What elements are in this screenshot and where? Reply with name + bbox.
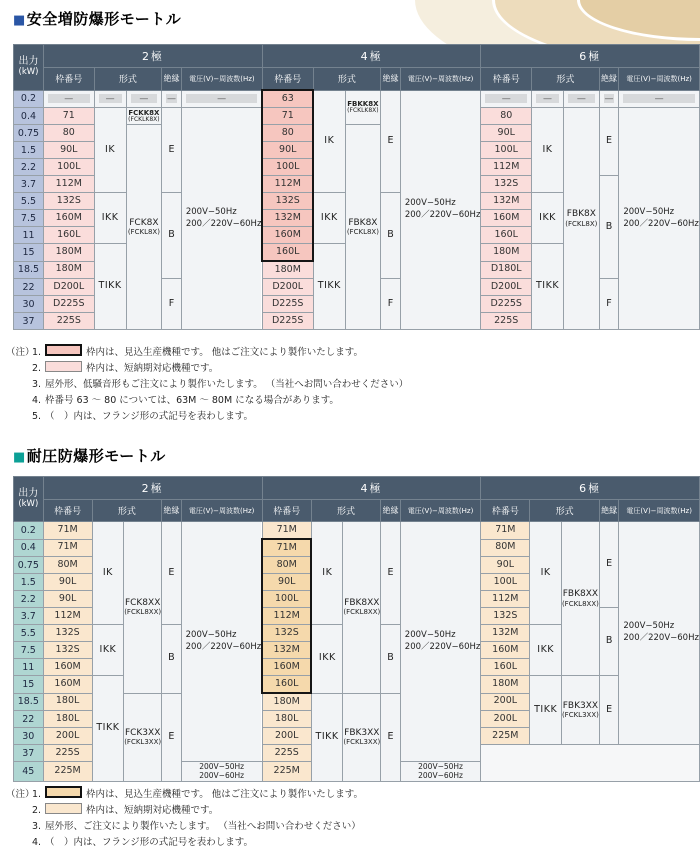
frame-cell: 225M (43, 762, 92, 782)
insulation-cell: B (599, 608, 619, 676)
insulation-cell: — (162, 90, 182, 108)
frame-cell: 180M (481, 676, 530, 694)
output-cell: 3.7 (14, 608, 44, 625)
output-cell: 22 (14, 279, 44, 296)
note-text: 枠内は、短納期対応機種です。 (86, 363, 219, 374)
frame-cell: 90L (481, 557, 530, 574)
insulation-cell: B (162, 625, 182, 694)
frame-cell: 200L (481, 693, 530, 711)
frame-header: 枠番号 (262, 68, 313, 91)
output-cell: 2.2 (14, 591, 44, 608)
table-row (14, 522, 700, 540)
output-cell: 30 (14, 728, 44, 745)
frame-cell: 90L (43, 142, 94, 159)
frame-cell: 180L (262, 711, 311, 728)
frame-cell: 112M (262, 176, 313, 193)
frame-cell: 160L (481, 227, 532, 244)
note-line (6, 344, 700, 361)
frame-cell: 71M (43, 539, 92, 557)
form-type-cell: IKK (311, 625, 343, 694)
form-model-cell: FBK8XX (FCKL8XX) (561, 522, 599, 676)
output-cell: 37 (14, 313, 44, 330)
insulation-cell: E (381, 693, 401, 781)
safety-motor-table-wrap (13, 44, 700, 330)
insulation-cell: E (381, 90, 401, 193)
form-header: 形式 (94, 68, 162, 91)
note-number: 2. (32, 363, 42, 374)
output-cell: 18.5 (14, 693, 44, 711)
frame-cell: 132S (262, 193, 313, 210)
frame-cell: 225S (262, 745, 311, 762)
section-bullet-icon: ■ (13, 450, 26, 465)
form-type-cell: IK (532, 108, 564, 193)
frame-cell: 180M (262, 261, 313, 279)
frame-cell: 132S (43, 642, 92, 659)
frame-cell: 90L (43, 591, 92, 608)
note-line (6, 409, 700, 425)
output-cell: 0.4 (14, 108, 44, 125)
frame-cell: 225S (43, 745, 92, 762)
note-number: 4. (32, 395, 42, 406)
note-number: 3. (32, 821, 42, 832)
frame-cell: 71M (481, 522, 530, 540)
frame-cell: 112M (262, 608, 311, 625)
frame-header: 枠番号 (43, 500, 92, 522)
section-title-text: 耐圧防爆形モートル (26, 447, 166, 465)
note-text: 屋外形、ご注文により製作いたします。 （当社へお問い合わせください） (45, 821, 361, 832)
output-cell: 11 (14, 227, 44, 244)
insulation-header: 絶縁 (599, 500, 619, 522)
output-cell: 0.2 (14, 522, 44, 540)
voltage-cell: 200V−50Hz 200／220V−60Hz (619, 522, 700, 745)
note-text: 枠内は、見込生産機種です。 他はご注文により製作いたします。 (86, 789, 364, 800)
insulation-cell: E (599, 522, 619, 608)
stock-swatch-icon (45, 344, 82, 356)
frame-cell: 160M (481, 210, 532, 227)
frame-cell: 112M (481, 591, 530, 608)
frame-header: 枠番号 (43, 68, 94, 91)
frame-cell: 80M (481, 539, 530, 557)
section-bullet-icon: ■ (13, 13, 26, 28)
note-number: 2. (32, 805, 42, 816)
pole-header: 6極 (481, 45, 700, 68)
form-model-cell: FBKK8X (FCKLK8X) (345, 90, 381, 125)
frame-cell: 160M (43, 210, 94, 227)
insulation-cell: B (381, 625, 401, 694)
form-header: 形式 (92, 500, 162, 522)
voltage-header: 電圧(V)−周波数(Hz) (181, 500, 262, 522)
insulation-header: 絶縁 (599, 68, 619, 91)
frame-cell: 225M (262, 762, 311, 782)
form-type-cell: TIKK (530, 676, 562, 745)
insulation-cell: F (599, 279, 619, 330)
pole-header: 2極 (43, 477, 262, 500)
frame-cell: 160L (262, 244, 313, 262)
form-type-cell: IK (92, 522, 124, 625)
form-type-cell: TIKK (313, 244, 345, 330)
note-number: 4. (32, 837, 42, 848)
spec-table (13, 476, 700, 782)
form-model-cell: FBK3XX (FCKL3XX) (561, 676, 599, 745)
section-safety-increased-motor (6, 8, 700, 422)
frame-cell: 80 (481, 108, 532, 125)
frame-cell: 132S (481, 608, 530, 625)
form-header: 形式 (311, 500, 381, 522)
frame-cell: 160M (43, 676, 92, 694)
frame-cell: 90L (262, 574, 311, 591)
note-number: 3. (32, 379, 42, 390)
short-swatch-icon (45, 803, 82, 814)
form-model-cell: FCK8X (FCKL8X) (126, 125, 162, 330)
frame-cell: 180M (262, 693, 311, 711)
form-type-cell: TIKK (94, 244, 126, 330)
frame-cell: 112M (481, 159, 532, 176)
note-line (6, 393, 700, 409)
output-cell: 1.5 (14, 574, 44, 591)
spec-table (13, 44, 700, 330)
voltage-header: 電圧(V)−周波数(Hz) (619, 500, 700, 522)
section-flameproof-motor (6, 445, 700, 848)
form-type-cell: TIKK (532, 244, 564, 330)
note-text: 枠番号 63 ～ 80 については、63M ～ 80M になる場合があります。 (45, 395, 339, 406)
frame-cell: 160L (481, 659, 530, 676)
flameproof-motor-notes (6, 786, 700, 851)
form-model-cell: FBK3XX (FCKL3XX) (343, 693, 381, 781)
frame-cell: 71M (43, 522, 92, 540)
output-cell: 22 (14, 711, 44, 728)
output-cell: 7.5 (14, 642, 44, 659)
insulation-cell: E (162, 693, 182, 781)
section-title (13, 445, 700, 466)
voltage-header: 電圧(V)−周波数(Hz) (400, 68, 481, 91)
form-type-cell: IK (313, 90, 345, 193)
frame-cell: 180L (43, 711, 92, 728)
frame-cell: 71 (262, 108, 313, 125)
frame-cell: 132M (481, 625, 530, 642)
output-cell: 0.75 (14, 557, 44, 574)
form-type-cell: — (532, 90, 564, 108)
frame-cell: D225S (262, 313, 313, 330)
frame-cell: 132S (481, 176, 532, 193)
form-model-cell: FCK8XX (FCKL8XX) (124, 522, 162, 694)
form-type-cell: IKK (313, 193, 345, 244)
pole-header: 6極 (481, 477, 700, 500)
insulation-header: 絶縁 (162, 68, 182, 91)
output-cell: 2.2 (14, 159, 44, 176)
output-cell: 18.5 (14, 261, 44, 279)
output-cell: 45 (14, 762, 44, 782)
insulation-header: 絶縁 (381, 68, 401, 91)
frame-cell: 90L (481, 125, 532, 142)
form-header: 形式 (530, 500, 600, 522)
frame-cell: 100L (262, 159, 313, 176)
insulation-cell: B (162, 193, 182, 279)
insulation-cell: F (381, 279, 401, 330)
output-cell: 11 (14, 659, 44, 676)
output-cell: 0.4 (14, 539, 44, 557)
form-model-cell: FCKK8X (FCKLK8X) (126, 108, 162, 125)
frame-cell: D200L (262, 279, 313, 296)
notes-label: （注） (6, 347, 35, 358)
voltage-cell: 200V−50Hz 200／220V−60Hz (619, 108, 700, 330)
insulation-cell: E (381, 522, 401, 625)
voltage-cell: — (181, 90, 262, 108)
frame-header: 枠番号 (481, 500, 530, 522)
form-model-cell: FBK8X (FCKL8X) (564, 108, 600, 330)
voltage-cell: 200V−50Hz 200V−60Hz (181, 762, 262, 782)
frame-cell: 80 (262, 125, 313, 142)
frame-cell: 132S (43, 625, 92, 642)
form-type-cell: IKK (530, 625, 562, 676)
table-row (14, 90, 700, 108)
note-line (6, 835, 700, 851)
note-line (6, 377, 700, 393)
note-text: 屋外形、低騒音形もご注文により製作いたします。 （当社へお問い合わせください） (45, 379, 409, 390)
note-text: （ ）内は、フランジ形の式記号を表わします。 (45, 837, 254, 848)
output-cell: 5.5 (14, 193, 44, 210)
frame-cell: 160M (43, 659, 92, 676)
output-cell: 0.2 (14, 90, 44, 108)
section-title-text: 安全増防爆形モートル (26, 10, 182, 28)
frame-cell: 160L (43, 227, 94, 244)
frame-cell: 160M (262, 659, 311, 676)
output-cell: 1.5 (14, 142, 44, 159)
pole-header: 4極 (262, 45, 481, 68)
form-model-cell: — (126, 90, 162, 108)
frame-cell: 80 (43, 125, 94, 142)
frame-cell: 80M (262, 557, 311, 574)
note-text: 枠内は、短納期対応機種です。 (86, 805, 219, 816)
frame-cell: 160M (262, 227, 313, 244)
notes-label: （注） (6, 789, 35, 800)
insulation-header: 絶縁 (162, 500, 182, 522)
frame-cell: D200L (43, 279, 94, 296)
frame-cell: 100L (43, 159, 94, 176)
form-type-cell: IK (311, 522, 343, 625)
voltage-cell: 200V−50Hz 200／220V−60Hz (400, 522, 481, 762)
form-model-cell: FBK8XX (FCKL8XX) (343, 522, 381, 694)
voltage-header: 電圧(V)−周波数(Hz) (181, 68, 262, 91)
voltage-cell: 200V−50Hz 200／220V−60Hz (400, 90, 481, 330)
short-swatch-icon (45, 361, 82, 372)
form-model-cell: FBK8X (FCKL8X) (345, 125, 381, 330)
frame-cell: 132S (43, 193, 94, 210)
frame-cell: 90L (262, 142, 313, 159)
output-cell: 15 (14, 676, 44, 694)
frame-cell: 200L (481, 711, 530, 728)
frame-cell: 132M (262, 210, 313, 227)
note-number: 1. (32, 789, 42, 800)
insulation-header: 絶縁 (381, 500, 401, 522)
section-title (13, 8, 700, 29)
frame-cell: 180M (43, 261, 94, 279)
frame-cell: D225S (262, 296, 313, 313)
note-text: 枠内は、見込生産機種です。 他はご注文により製作いたします。 (86, 347, 364, 358)
frame-cell: 200L (43, 728, 92, 745)
frame-cell: 225M (481, 728, 530, 745)
pole-header: 2極 (43, 45, 262, 68)
note-line (6, 361, 700, 377)
form-type-cell: IKK (92, 625, 124, 676)
voltage-cell: — (619, 90, 700, 108)
frame-cell: 180L (43, 693, 92, 711)
voltage-cell: 200V−50Hz 200／220V−60Hz (181, 108, 262, 330)
frame-cell: 100L (481, 574, 530, 591)
flameproof-motor-table-wrap (13, 476, 700, 782)
output-cell: 7.5 (14, 210, 44, 227)
voltage-cell: 200V−50Hz 200／220V−60Hz (181, 522, 262, 762)
insulation-cell: B (599, 176, 619, 279)
frame-cell: 100L (481, 142, 532, 159)
frame-cell: 71M (262, 522, 311, 540)
insulation-cell: E (599, 108, 619, 176)
form-header: 形式 (313, 68, 381, 91)
form-model-cell: FCK3XX (FCKL3XX) (124, 693, 162, 781)
frame-cell: D200L (481, 279, 532, 296)
frame-cell: D225S (43, 296, 94, 313)
note-number: 5. (32, 411, 42, 422)
frame-cell: 200L (262, 728, 311, 745)
frame-cell: 63 (262, 90, 313, 108)
form-type-cell: TIKK (311, 693, 343, 781)
form-type-cell: IKK (532, 193, 564, 244)
insulation-cell: F (162, 279, 182, 330)
form-type-cell: — (94, 90, 126, 108)
frame-cell: 90L (43, 574, 92, 591)
insulation-cell: E (162, 522, 182, 625)
output-cell: 3.7 (14, 176, 44, 193)
note-line (6, 803, 700, 819)
form-type-cell: IK (94, 108, 126, 193)
insulation-cell: E (599, 676, 619, 745)
voltage-cell: 200V−50Hz 200V−60Hz (400, 762, 481, 782)
frame-cell: 71M (262, 539, 311, 557)
output-header: 出力 (kW) (14, 477, 44, 522)
frame-cell: 80M (43, 557, 92, 574)
frame-header: 枠番号 (481, 68, 532, 91)
frame-cell: 225S (481, 313, 532, 330)
output-cell: 5.5 (14, 625, 44, 642)
frame-cell: 225S (43, 313, 94, 330)
output-cell: 0.75 (14, 125, 44, 142)
note-number: 1. (32, 347, 42, 358)
form-header: 形式 (532, 68, 600, 91)
output-header: 出力 (kW) (14, 45, 44, 91)
form-model-cell: — (564, 90, 600, 108)
form-type-cell: IKK (94, 193, 126, 244)
frame-cell: 71 (43, 108, 94, 125)
output-cell: 15 (14, 244, 44, 262)
pole-header: 4極 (262, 477, 481, 500)
frame-cell: 180M (481, 244, 532, 262)
insulation-cell: — (599, 90, 619, 108)
frame-cell: — (481, 90, 532, 108)
frame-header: 枠番号 (262, 500, 311, 522)
frame-cell: 180M (43, 244, 94, 262)
safety-motor-notes (6, 344, 700, 425)
frame-cell: 100L (262, 591, 311, 608)
frame-cell: 132S (262, 625, 311, 642)
note-text: （ ）内は、フランジ形の式記号を表わします。 (45, 411, 254, 422)
frame-cell: 160L (262, 676, 311, 694)
frame-cell: 112M (43, 608, 92, 625)
note-line (6, 819, 700, 835)
frame-cell (481, 745, 700, 782)
insulation-cell: E (162, 108, 182, 193)
frame-cell: 132M (481, 193, 532, 210)
form-type-cell: IK (530, 522, 562, 625)
voltage-header: 電圧(V)−周波数(Hz) (400, 500, 481, 522)
output-cell: 37 (14, 745, 44, 762)
insulation-cell: B (381, 193, 401, 279)
note-line (6, 786, 700, 803)
stock-swatch-icon (45, 786, 82, 798)
frame-cell: D180L (481, 261, 532, 279)
frame-cell: 112M (43, 176, 94, 193)
voltage-header: 電圧(V)−周波数(Hz) (619, 68, 700, 91)
frame-cell: 132M (262, 642, 311, 659)
form-type-cell: TIKK (92, 676, 124, 782)
frame-cell: — (43, 90, 94, 108)
output-cell: 30 (14, 296, 44, 313)
frame-cell: 160M (481, 642, 530, 659)
frame-cell: D225S (481, 296, 532, 313)
